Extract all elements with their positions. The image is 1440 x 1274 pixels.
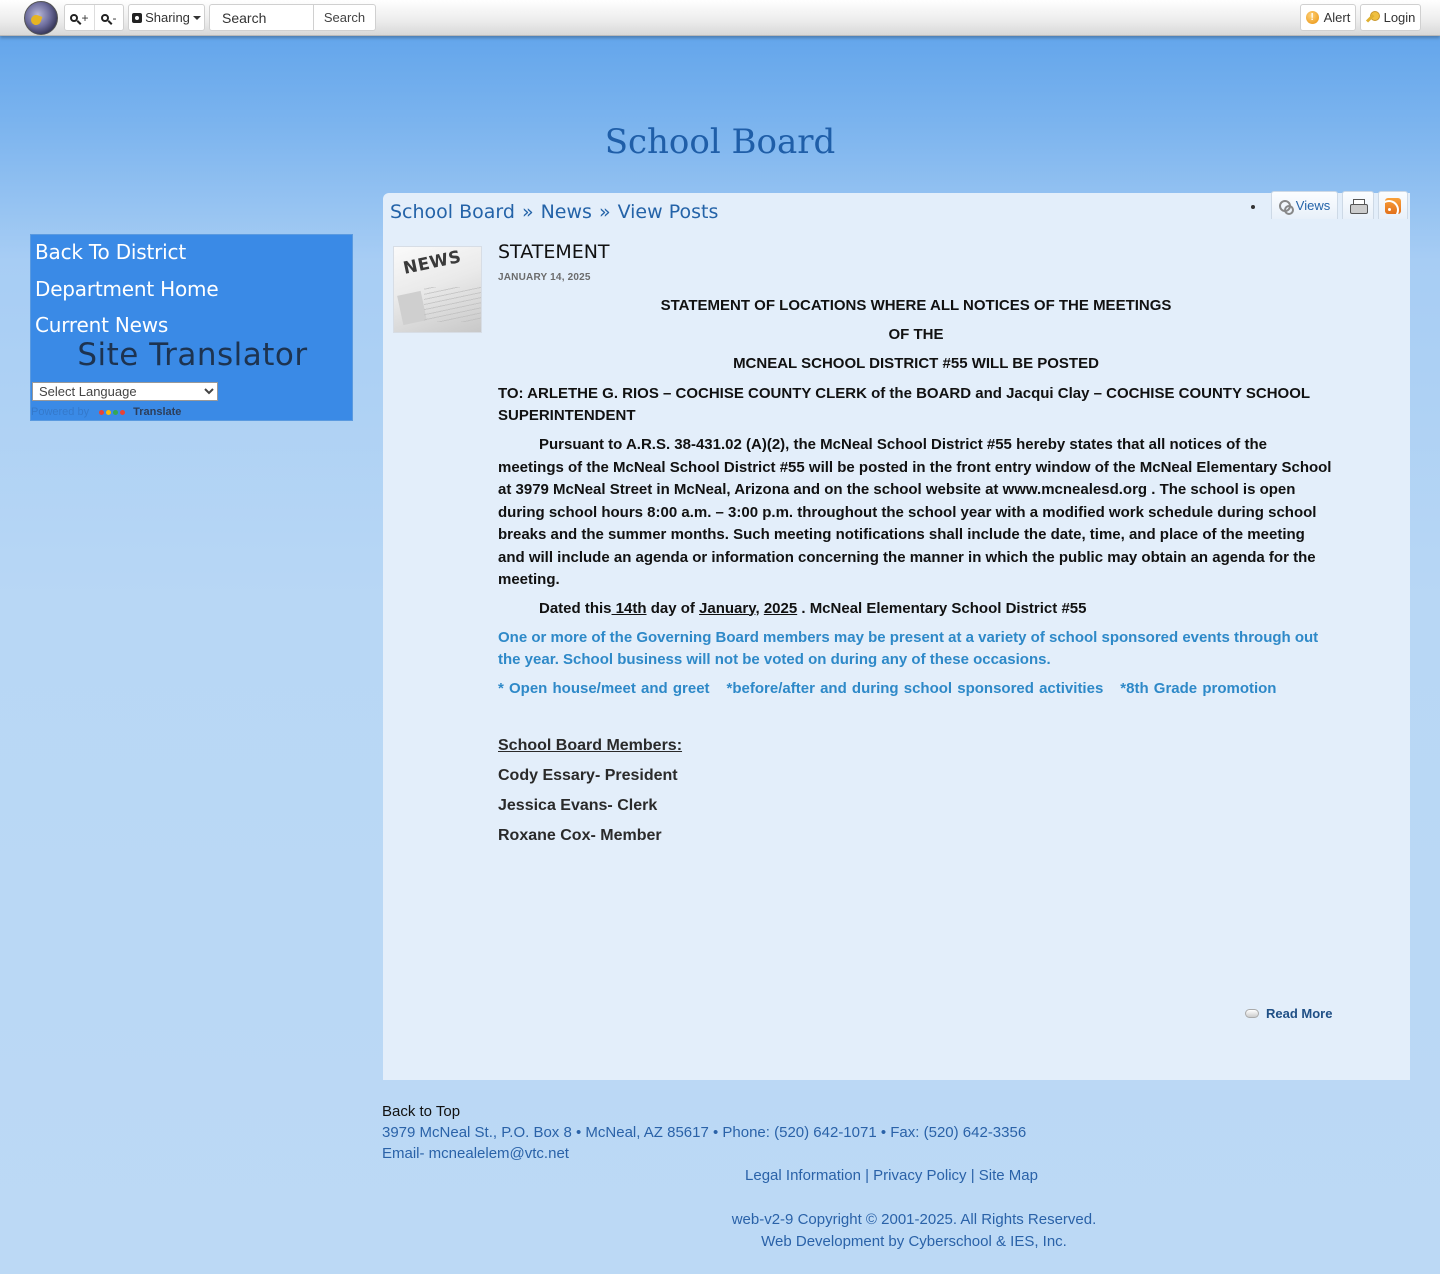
alert-icon: ! [1306,11,1319,24]
share-icon [132,13,142,23]
breadcrumb-school-board[interactable]: School Board [390,201,515,223]
sidebar-item-current-news[interactable]: Current News [35,313,169,337]
legal-separator: | [966,1167,979,1184]
member-item: Jessica Evans- Clerk [498,796,658,814]
members-heading: School Board Members: [498,736,683,754]
breadcrumb [390,201,718,223]
news-thumbnail-text: NEWS [401,247,464,279]
login-label: Login [1383,10,1416,25]
zoom-in-label: + [81,10,89,25]
key-icon [1366,11,1380,25]
governing-board-note: One or more of the Governing Board members may be present at a variety of school sponsored events through out the year. School business will not be voted on during any of these occasions. [498,628,1319,668]
alert-label: Alert [1323,10,1351,25]
google-logo-icon [99,410,125,415]
event-list [498,678,1334,700]
legal-information-link[interactable]: Legal Information [745,1167,861,1184]
views-gear-icon [1279,200,1291,212]
zoom-in-icon [70,14,78,22]
rss-button[interactable] [1378,191,1408,219]
statement-heading-line2: OF THE [888,326,944,343]
sharing-button[interactable] [128,4,205,31]
dated-year: 2025 [763,599,798,617]
post-article [498,241,1334,846]
footer [382,1101,1410,1250]
read-more-icon [1245,1009,1259,1018]
search-input[interactable] [209,4,313,31]
event-item: *before/after and during school sponsored activities [726,679,1104,697]
newspaper-lines [424,287,482,322]
powered-by-label: Powered by [31,406,90,418]
login-button[interactable] [1360,4,1421,31]
sidebar-item-department-home[interactable]: Department Home [35,277,219,301]
sidebar-item-back-to-district[interactable]: Back To District [35,240,186,264]
breadcrumb-separator: » [598,201,611,223]
member-item: Cody Essary- President [498,766,678,784]
translate-link[interactable]: Translate [133,406,182,418]
event-item: * Open house/meet and greet [498,679,710,697]
zoom-controls [64,4,124,31]
sharing-label: Sharing [145,10,190,25]
dated-prefix: Dated this [539,599,612,617]
event-item: *8th Grade promotion [1120,679,1277,697]
copyright-text: web-v2-9 Copyright © 2001-2025. All Rights Reserved. [731,1211,1097,1228]
statement-body: Pursuant to A.R.S. 38-431.02 (A)(2), the McNeal School District #55 hereby states that all notices of the meetings of the McNeal School District #55 will be posted in the front entry window of the McNeal Elementary School at 3979 McNeal Street in McNeal, Arizona and on the school website at www.mcnealesd.org . The school is open during school hours 8:00 a.m. – 3:00 p.m. throughout the school year with a modified work schedule during school breaks and the summer months. Such meeting notifications shall include the date, time, and place of the meeting and will include an agenda or information concerning the manner in which the public may obtain an agenda for the meeting. [498,436,1332,588]
newspaper-photo-block [397,291,427,325]
copyright-block [382,1209,1410,1253]
alert-button[interactable] [1300,4,1356,31]
zoom-out-label: - [112,10,117,25]
statement-heading-line3: MCNEAL SCHOOL DISTRICT #55 WILL BE POSTED [733,355,1099,372]
bullet-icon [1251,205,1255,209]
chevron-down-icon [193,16,201,20]
rss-icon [1385,198,1401,214]
language-select[interactable] [32,382,218,401]
addressee-line: TO: ARLETHE G. RIOS – COCHISE COUNTY CLERK of the BOARD and Jacqui Clay – COCHISE COUNTY SCHOOL SUPERINTENDENT [498,385,1310,424]
school-logo[interactable] [24,1,58,35]
search-button[interactable]: Search [313,4,376,31]
dated-month: January, [699,599,760,617]
news-thumbnail [393,246,482,333]
dated-day: 14th [611,599,647,617]
footer-email [382,1143,1410,1164]
footer-address: 3979 McNeal St., P.O. Box 8 • McNeal, AZ 85617 • Phone: (520) 642-1071 • Fax: (520) 642-3356 [382,1124,1027,1141]
main-panel [383,193,1410,1080]
back-to-top-link[interactable]: Back to Top [382,1103,461,1120]
powered-by-google [31,406,181,418]
email-prefix: Email- [382,1145,429,1162]
breadcrumb-news[interactable]: News [540,201,592,223]
statement-heading-line1: STATEMENT OF LOCATIONS WHERE ALL NOTICES OF THE MEETINGS [660,297,1172,314]
dated-mid: day of [646,599,700,617]
site-translator-title: Site Translator [77,337,308,373]
dated-suffix: . McNeal Elementary School District #55 [797,599,1087,617]
site-map-link[interactable]: Site Map [978,1167,1038,1184]
sidebar [30,234,353,421]
legal-links [382,1167,1410,1184]
read-more-label: Read More [1266,1006,1333,1021]
post-date: JANUARY 14, 2025 [498,272,591,283]
eagle-beak [30,14,43,27]
read-more-link[interactable] [1245,1006,1332,1021]
page-title: School Board [604,122,836,162]
email-link[interactable]: mcnealelem@vtc.net [428,1145,569,1162]
post-title[interactable]: STATEMENT [498,241,610,263]
developer-credit[interactable]: Web Development by Cyberschool & IES, Inc. [761,1233,1067,1250]
views-label: Views [1295,198,1331,213]
breadcrumb-view-posts[interactable]: View Posts [617,201,719,223]
privacy-policy-link[interactable]: Privacy Policy [873,1167,967,1184]
breadcrumb-separator: » [521,201,534,223]
post-tools [1251,191,1408,219]
print-button[interactable] [1342,191,1374,219]
dated-line [498,598,1334,620]
legal-separator: | [860,1167,874,1184]
zoom-out-button[interactable] [94,5,123,30]
printer-icon [1350,199,1366,213]
zoom-in-button[interactable] [65,5,94,30]
member-item: Roxane Cox- Member [498,826,662,844]
views-button[interactable] [1271,191,1338,219]
zoom-out-icon [101,14,109,22]
top-toolbar [0,0,1440,36]
